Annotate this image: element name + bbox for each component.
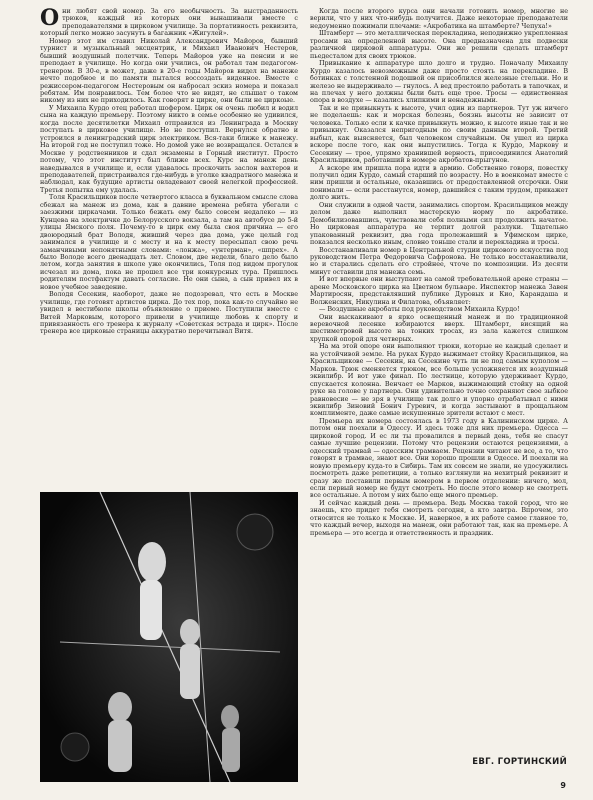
paragraph: Когда после второго курса они начали готовить номер, многие не верили, что у них что-нибудь получится. Даже некоторые преподаватели недоуменно пожимали плечами: «Акробатика на штамберте? Чепуха!»: [310, 8, 568, 30]
paragraph: У Михаила Курдо отец работал шофером. Цирк он очень любил и водил сына на каждую премьеру. Поэтому никто в семье особенно не удивился, когда после десятилетки Михаил отправился из Ленинграда в Москву поступать в цирковое училище. Но не поступил. Вернулся обратно и устроился в ленинградский цирк электриком. Вся-таки ближе к манежу. На второй год не поступил тоже. Но домой уже не возвращался. Остался в Москве у родственников и сдал экзамены в Горный институт. Просто потому, что этот институт был ближе всех. Курс на манеж день наведывался в училище и, если удавалось проскочить заслон вахтеров и преподавателей, пристраивался где-нибудь в уголке квадратного манежа и наблюдал, как будущие артисты овладевают своей нелегкой профессией. Третья попытка ему удалась.: [40, 103, 298, 194]
drop-cap: О: [40, 8, 60, 31]
paragraph: И сейчас каждый день — премьера. Ведь Москва такой город, что не знаешь, кто придет тебя смотреть сегодня, а кто завтра. Впрочем, это относится не только к Москве. И, наверное, в их работе самое главное то, что каждый вечер, выходя на манеж, они работают так, как на премьере. А премьера — это всегда и ответственность и праздник.: [310, 498, 568, 537]
paragraph: Толя Красильщиков после четвертого класса в буквальном смысле слова сбежал на манеж из дома, как в давние времена ребята убегали с заезжими циркачами. Только бежать ему было совсем недалеко — из Кунцева на электричке до Белорусского вокзала, а там на автобусе до 5-й улицы Ямского поля. Почему-то в цирк ему была своя причина — его двоюродный брат Володя, живший через два дома, уже целый год занимался в училище и с месту и на к месту пересыпал свою речь заманчивыми непонятными словами: «лонжа», «унтерман», «шпрех». А было Володе всего двенадцать лет. Словом, две недели, благо дело было летом, когда занятия в школе уже окончились, Толя под видом прогулок исчезал из дома, пока не прошел все три конкурсных тура. Пришлось родителям постфактум давать согласие. Не они сына, а сын привел их в новое учебное заведение.: [40, 193, 298, 291]
paragraph: Номер этот им ставил Николай Александрович Майоров, бывший турнист и музыкальный эксцентрик, и Михаил Иванович Нестеров, бывший воздушный полетчик. Теперь Майоров уже на пенсии и не преподает в училище. Но когда они учились, он работал там педагогом-тренером. В 30-е, в может, даже в 20-е годы Майоров видел на манеже нечто подобное и по памяти пытался воссоздать виденное. Вместе с режиссером-педагогом Нестеровым он набросал эскиз номера и показал ребятам. Им понравилось. Тем более что не видят, не слышат о таком никому из них не приходилось. Как говорят в цирке, они были не циркоые.: [40, 36, 298, 105]
page-number: 9: [560, 781, 566, 790]
acrobats-photo: [40, 492, 298, 782]
paragraph: А вскоре им пришла пора идти в армию. Собственно говоря, повестку получил один Курдо, самый старший по возрасту. Но в военкомат вместе с ним пришли и остальные, оказавшись от предоставленной отсрочки. Они понимали — если расстанутся, номер, давшийся с таким трудом, прикажет долго жить.: [310, 163, 568, 202]
paragraph: Привыкание к аппаратуре шло долго и трудно. Поначалу Михаилу Курдо казалось невозможным даже просто стоять на перекладине. В ботинках с толстенной подошвой он присоблился железные стельки. Но и железо не выдерживало — гнулось. А вед престоило работать в тапочках, и на плечах у него должны были быть еще трое. Тросы — единственная опора в воздухе — казались хлипкими и ненадежными.: [310, 59, 568, 105]
article-left-column: [40, 8, 298, 484]
article-right-column: [310, 8, 568, 776]
author-signature: ЕВГ. ГОРТИНСКИЙ: [472, 757, 567, 767]
paragraph: Премьера их номера состоялась в 1973 году в Калининском цирке. А потом они поехали в Одессу. И здесь тоже для них премьера. Одесса — цирковой город. И ес ли ты провалился в первый день, тебя не спасут самые лучшие рецензии. Потому что рецензии остаются рецензиями, а одесский трамвай — одесским трамваем. Рецензии читают не все, а то, что говорят в трамвае, знают все. Они хорошо прошли в Одессе. И поехали на новую премьеру куда-то в Сибирь. Там их совсем не знали, не удосужились посмотреть даже репетиции, а только взглянули на нехитрый реквизит и сразу же поставили первым номером в первом отделении: ничего, мол, если первый номер не будут смотреть. Но после этого номер не смотреть все остальные. А потом у них было еще много премьер.: [310, 416, 568, 500]
paragraph: Они служили в одной части, занимались спортом. Красильщиков между делом даже выполнил мастерскую норму по акробатике. Демобилизовавшись, чувствовали себя полными сил продолжить начатое. Но цирковая аппаратура не терпит долгой разлуки. Тщательно упакованный реквизит, два года пролежавший в Уфимском цирке, показался несколько иным, словно тоньше стали и перекладина и тросы.: [310, 200, 568, 247]
paragraph: Они любят свой номер. За его необычность. За выстраданность трюков, каждый из которых они вынашивали вместе с преподавателями в цирковом училище. За портативность реквизита, который легко можно засунуть в багажник «Жигулей».: [40, 8, 298, 38]
paragraph: Володя Сесекин, наоборот, даже не подозревал, что есть в Москве училище, где готовят артистов цирка. До тех пор, пока как-то случайно не увидел в вестибюле школы объявление о приеме. Поступили вместе с Витей Марковым, которого привели в училище любовь к спорту и привязанность его тренера к журналу «Советская эстрада и цирк». После тренера все цирковые страницы аккуратно перечитывал Витя.: [40, 290, 298, 336]
paragraph: Штамберт — это металлическая перекладина, неподвижно укрепленная тросами на определенной высоте. Она предназначена для подвески различной цирковой аппаратуры. Они же решили сделать штамберт пьедесталом для своих трюков.: [310, 29, 568, 60]
paragraph: Восстанавливали номер в Центральной студии циркового искусства под руководством Петра Федоровича Сафронова. Не только восстанавливали, но и старались сделать его стройнее, чточе по композиции. Из десяти минут оставили для манежа семь.: [310, 245, 568, 276]
paragraph: Они выскакивают в ярко освещенный манеж и по традиционной веревочной лесенке взбираются вверх. Штамберт, висящий на шестиметровой высоте на тонких тросах, из зала кажется слишком хрупкой опорой для четверых.: [310, 312, 568, 343]
paragraph: И вот впервые они выступают на самой требовательной арене страны — арене Московского цирка на Цветном бульваре. Инспектор манежа Завен Мартиросян, представлявший публике Дуровых и Кио, Карандаша и Волженских, Никулина и Филатова, объявляет:: [310, 275, 568, 306]
paragraph: На ма этой опоре они выполняют трюки, которые не каждый сделает и на устойчивой земле. На руках Курдо выжимает стойку Красильщиков, на Красильщикове — Сесекин, на Сесекине чуть ли не под самым куполом — Марков. Трюк сменяется трюком, все больше усложняется их воздушный эквилибр. И вот уже финал. По лестнице, которую удерживает Курдо, спускается колонна. Венчает ее Марков, выжимающий стойку на одной руке на голове у партнера. Они удивительно точно сохраняют свое зыбкое равновесие — не зря в училище так долго и упорно отрабатывал с ними эквилибр Зиновий Бонич Гуревич, и когда застывают в прощальном комплименте, даже самые искушенные зрители встают с мест.: [310, 342, 568, 418]
paragraph: — Воздушные акробаты под руководством Михаила Курдо!: [319, 305, 520, 314]
paragraph: Так и не привыкнуть к высоте, учил один из партнеров. Тут уж ничего не поделаешь: как и морская болезнь, боязнь высоты не зависит от человека. Только если к качке привыкнуть можно, к высоте иные так и не привыкнут. Оказался непригодным по своим данным второй. Третий выбыл, как выясняется, был человеком случайным. Он ушел из цирка вскоре после того, как они выпустились. Тогда к Курдо, Маркову и Сесекину — трое, упрямо хранившей верность, присоединился Анатолий Красильщиков, работавший в номере акробатов-прыгунов.: [310, 103, 568, 165]
